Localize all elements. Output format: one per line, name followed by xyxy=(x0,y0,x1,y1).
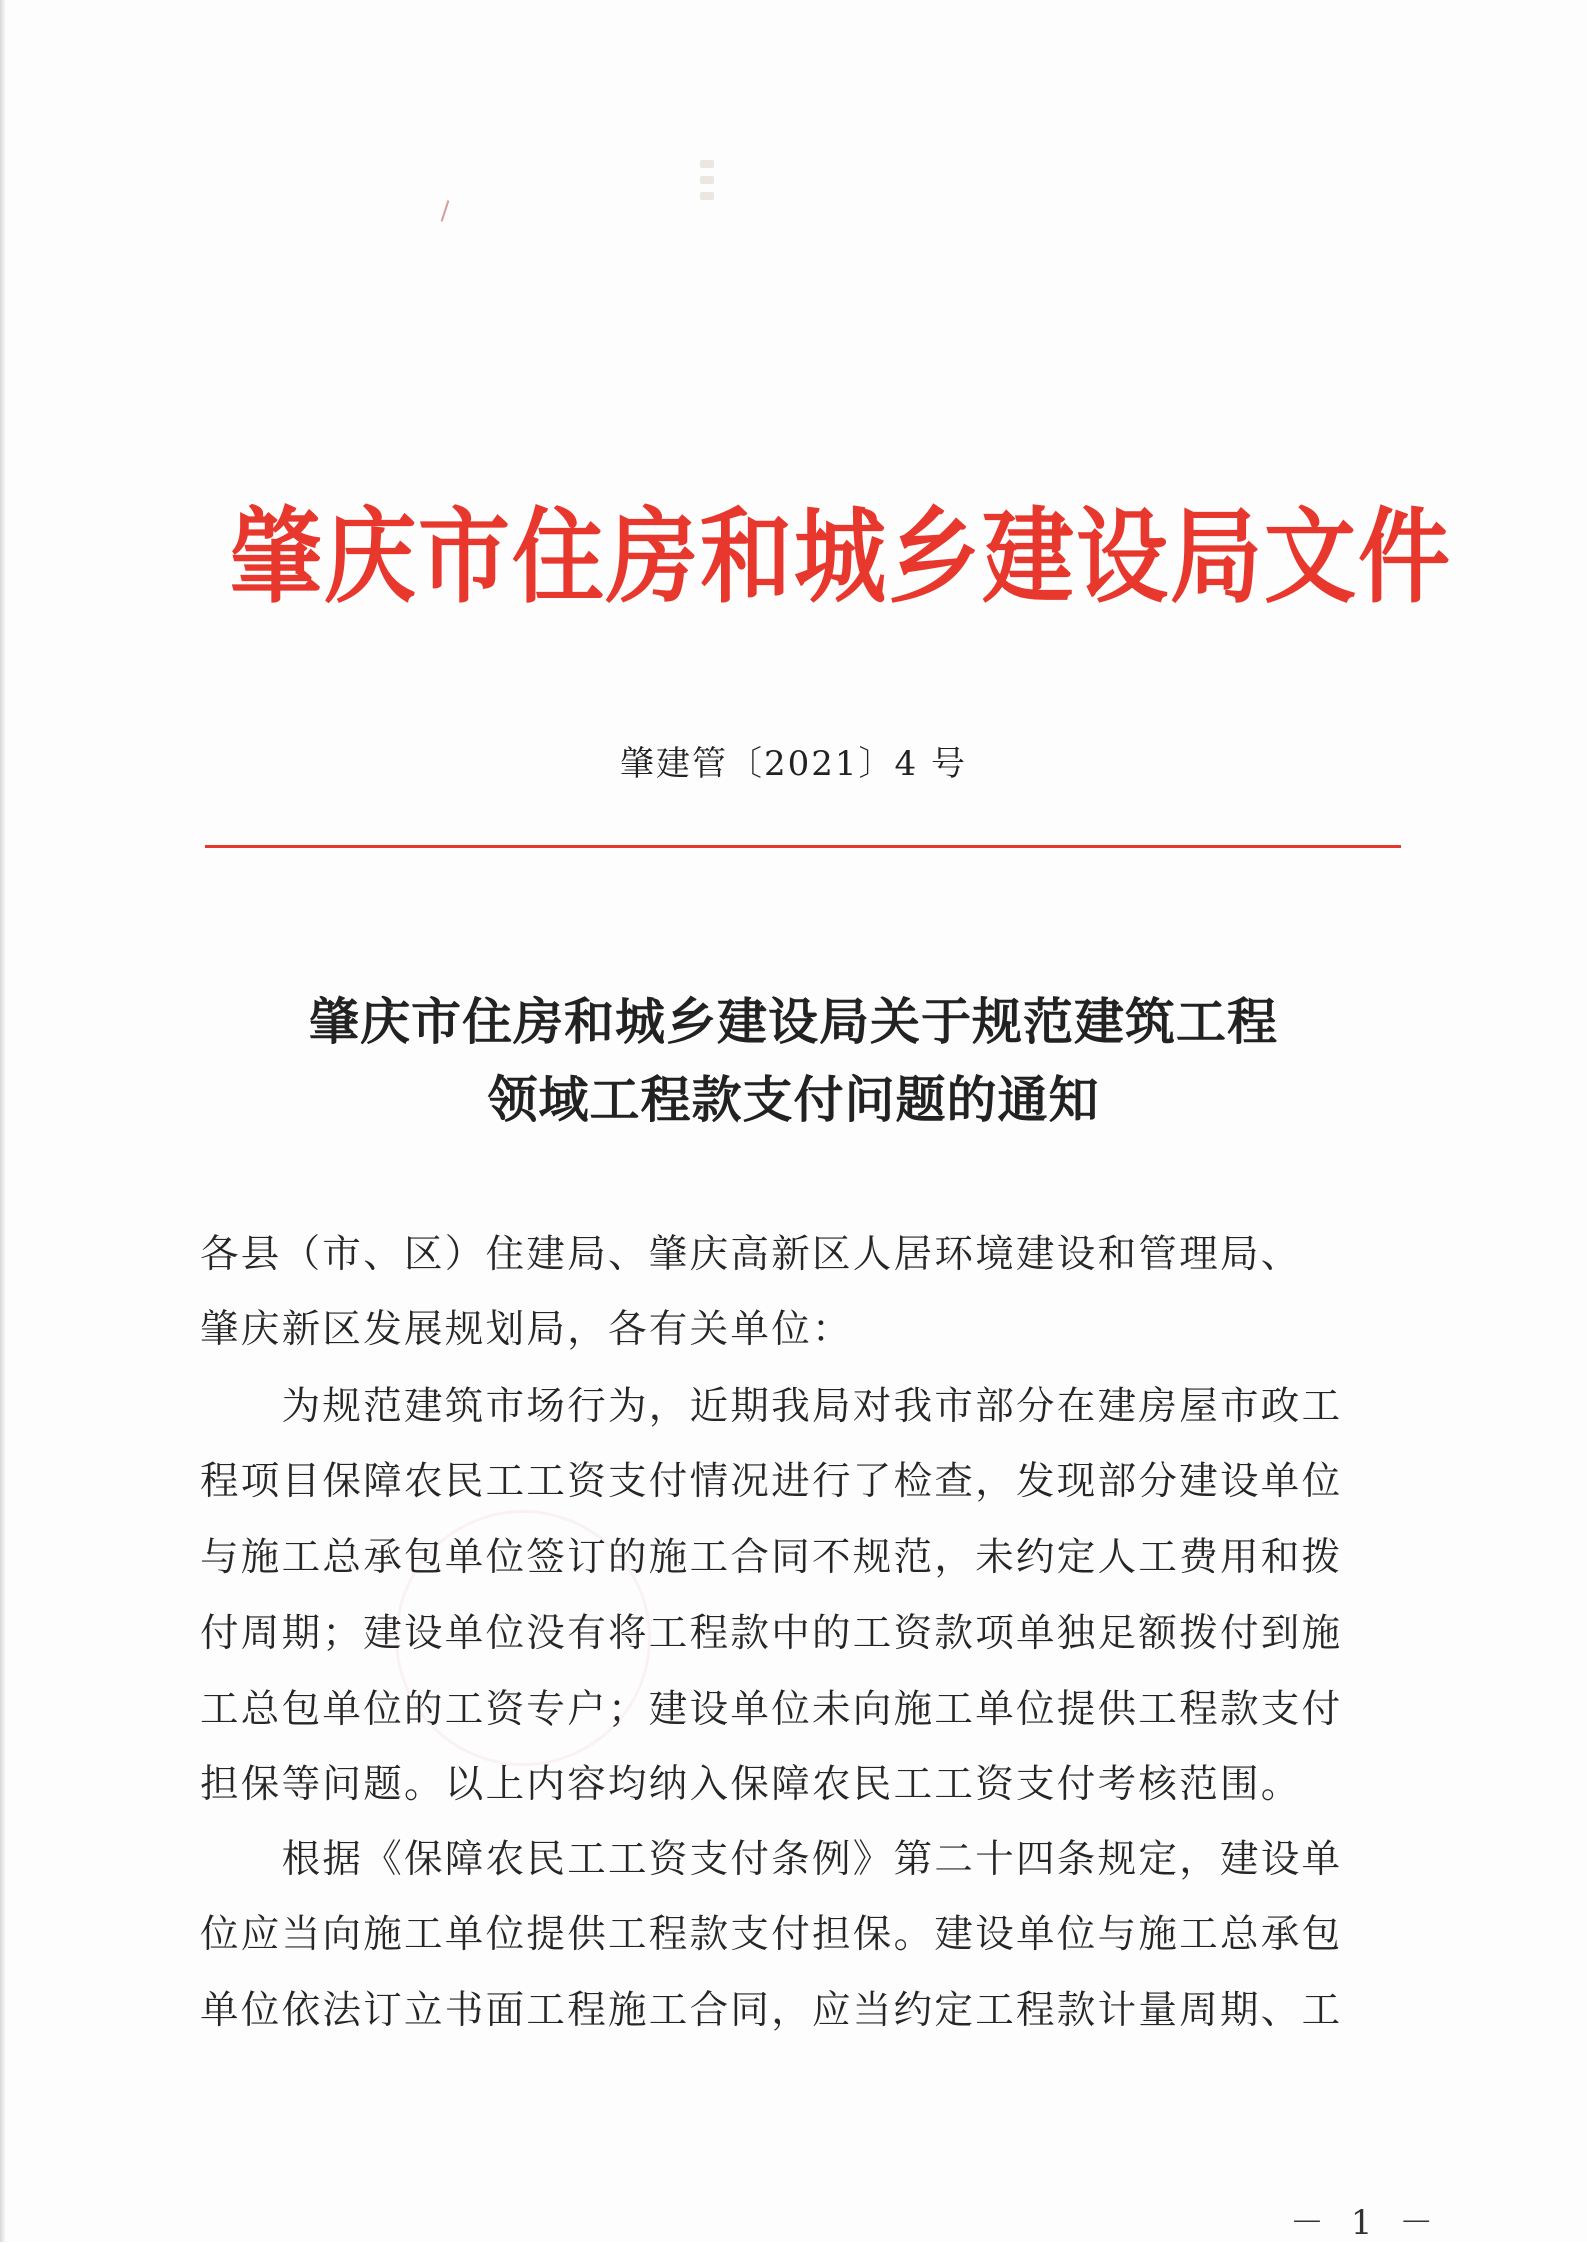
pen-tick-mark xyxy=(441,200,450,222)
body-text-line: 为规范建筑市场行为，近期我局对我市部分在建房屋市政工 xyxy=(200,1384,1343,1429)
body-text-line: 担保等问题。以上内容均纳入保障农民工工资支付考核范围。 xyxy=(200,1762,1302,1807)
faint-margin-stamp xyxy=(700,160,718,230)
body-text-line: 各县（市、区）住建局、肇庆高新区人居环境建设和管理局、 xyxy=(200,1232,1302,1277)
letterhead-title: 肇庆市住房和城乡建设局文件 xyxy=(230,496,1453,618)
page-number: － 1 － xyxy=(1290,2203,1442,2243)
body-text-line: 根据《保障农民工工资支付条例》第二十四条规定，建设单 xyxy=(200,1837,1343,1882)
body-text-line: 付周期；建设单位没有将工程款中的工资款项单独足额拨付到施 xyxy=(200,1611,1343,1656)
body-text-line: 程项目保障农民工工资支付情况进行了检查，发现部分建设单位 xyxy=(200,1459,1343,1504)
subject-title-line: 领域工程款支付问题的通知 xyxy=(487,1070,1100,1129)
body-text-line: 与施工总承包单位签订的施工合同不规范，未约定人工费用和拨 xyxy=(200,1535,1343,1580)
subject-title-line: 肇庆市住房和城乡建设局关于规范建筑工程 xyxy=(309,992,1278,1051)
body-text-line: 工总包单位的工资专户；建设单位未向施工单位提供工程款支付 xyxy=(200,1687,1343,1732)
red-separator-rule xyxy=(205,845,1401,848)
document-number: 肇建管〔2021〕4 号 xyxy=(620,744,967,784)
body-text-line: 位应当向施工单位提供工程款支付担保。建设单位与施工总承包 xyxy=(200,1912,1343,1957)
body-text-line: 肇庆新区发展规划局，各有关单位： xyxy=(200,1307,853,1352)
body-text-line: 单位依法订立书面工程施工合同，应当约定工程款计量周期、工 xyxy=(200,1988,1343,2033)
